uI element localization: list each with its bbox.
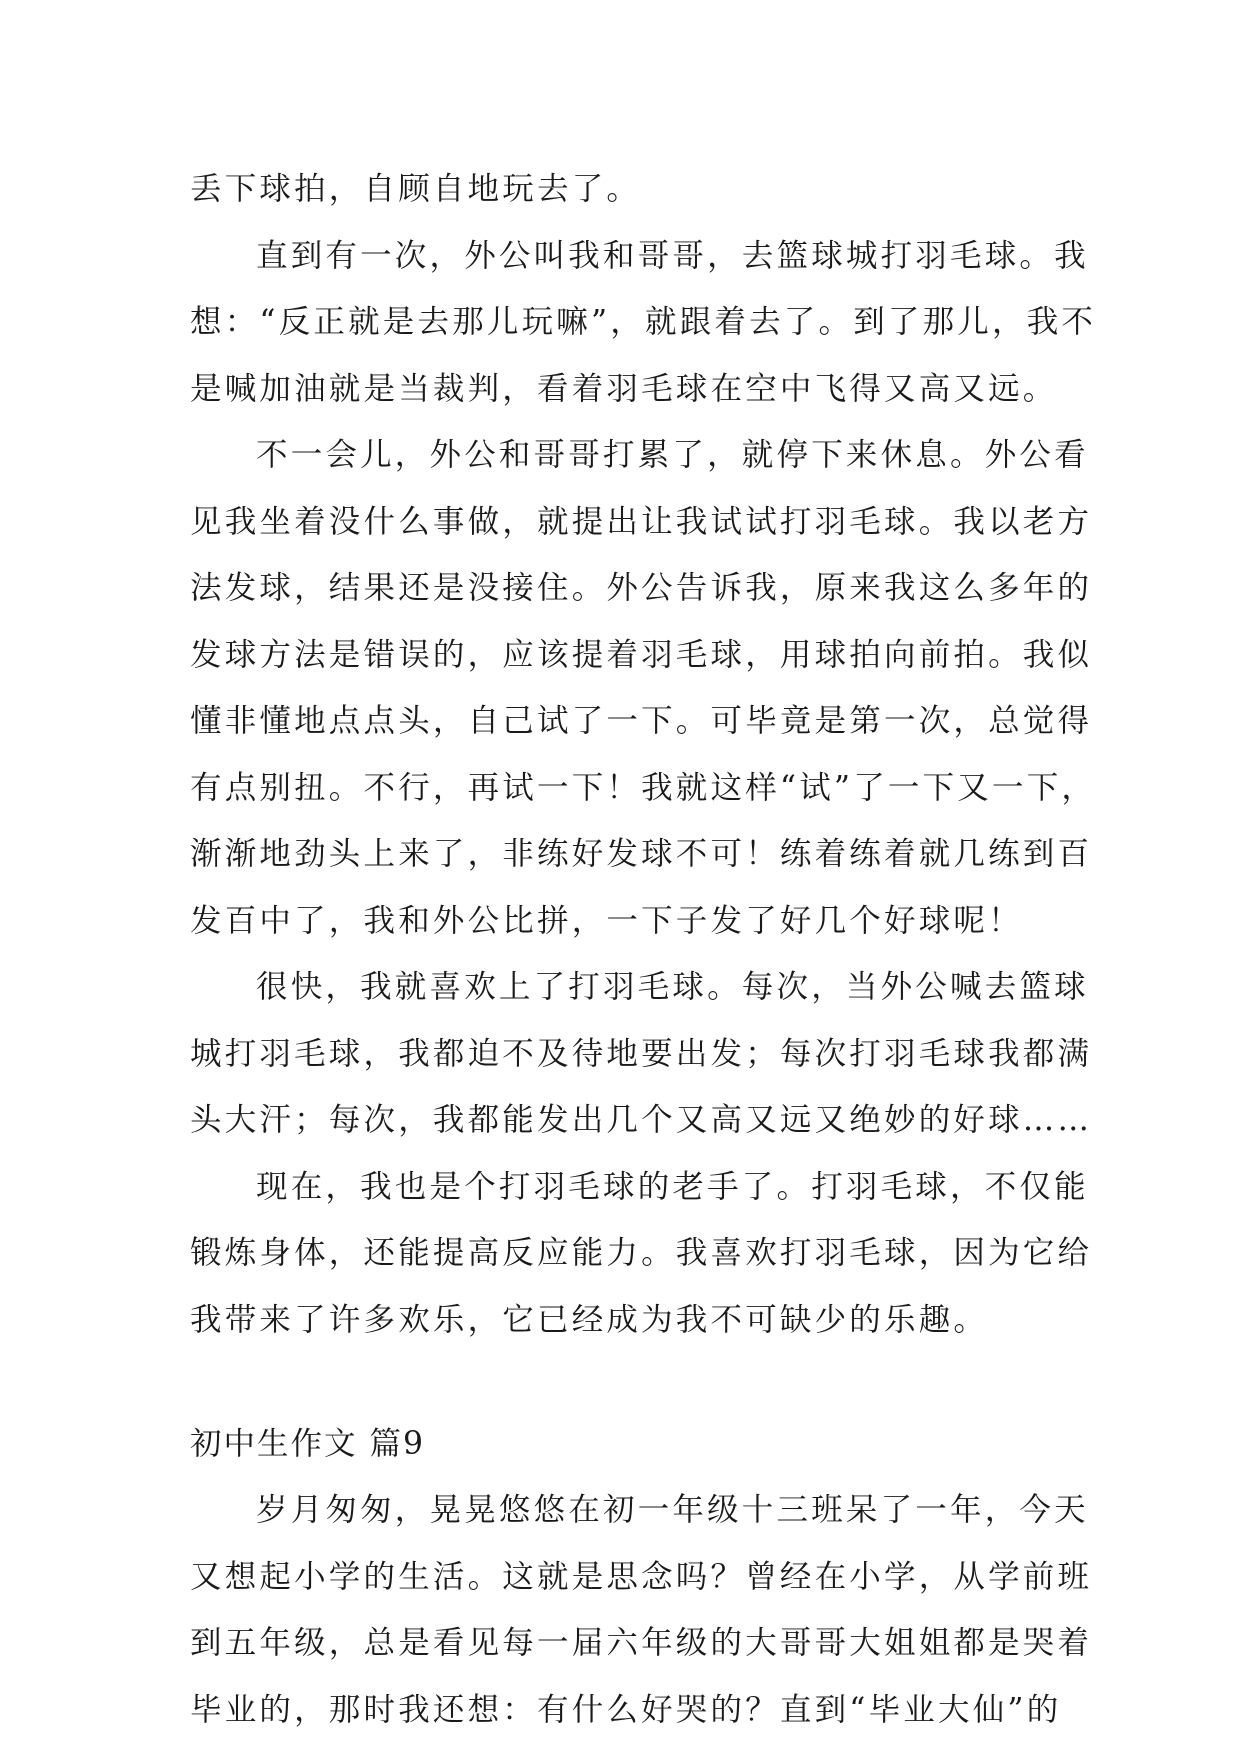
text-line: 见我坐着没什么事做，就提出让我试试打羽毛球。我以老方 <box>190 503 1093 540</box>
text-line: 想：“反正就是去那儿玩嘛”，就跟着去了。到了那儿，我不 <box>190 304 1097 340</box>
paragraph <box>190 422 1097 954</box>
section-title: 初中生作文 篇9 <box>190 1426 426 1462</box>
section-spacer <box>190 1353 1056 1411</box>
text-line: 到五年级，总是看见每一届六年级的大哥哥大姐姐都是哭着 <box>190 1625 1093 1661</box>
text-line: 直到有一次，外公叫我和哥哥，去篮球城打羽毛球。我 <box>256 237 1089 274</box>
text-line: 岁月匆匆，晃晃悠悠在初一年级十三班呆了一年，今天 <box>256 1492 1089 1528</box>
text-line: 头大汗；每次，我都能发出几个又高又远又绝妙的好球…… <box>190 1102 1093 1138</box>
text-line: 现在，我也是个打羽毛球的老手了。打羽毛球，不仅能 <box>256 1168 1089 1205</box>
text-line: 发百中了，我和外公比拼，一下子发了好几个好球呢！ <box>190 902 1023 939</box>
text-line: 发球方法是错误的，应该提着羽毛球，用球拍向前拍。我似 <box>190 636 1093 673</box>
paragraph-continuation <box>190 156 1056 223</box>
paragraph <box>190 1154 1093 1354</box>
text-line: 毕业的，那时我还想：有什么好哭的？直到“毕业大仙”的 <box>190 1691 1062 1728</box>
text-line: 渐渐地劲头上来了，非练好发球不可！练着练着就几练到百 <box>190 836 1093 872</box>
paragraph <box>190 954 1093 1154</box>
text-line: 不一会儿，外公和哥哥打累了，就停下来休息。外公看 <box>256 437 1089 473</box>
paragraph <box>190 223 1097 423</box>
text-line: 城打羽毛球，我都迫不及待地要出发；每次打羽毛球我都满 <box>190 1035 1093 1072</box>
text-line: 锻炼身体，还能提高反应能力。我喜欢打羽毛球，因为它给 <box>190 1235 1093 1271</box>
text-line: 丢下球拍，自顾自地玩去了。 <box>190 171 642 207</box>
text-line: 法发球，结果还是没接住。外公告诉我，原来我这么多年的 <box>190 570 1093 606</box>
text-line: 很快，我就喜欢上了打羽毛球。每次，当外公喊去篮球 <box>256 969 1089 1005</box>
text-line: 懂非懂地点点头，自己试了一下。可毕竟是第一次，总觉得 <box>190 703 1093 739</box>
essay-body <box>190 156 1097 1743</box>
text-line: 又想起小学的生活。这就是思念吗？曾经在小学，从学前班 <box>190 1558 1093 1595</box>
text-line: 我带来了许多欢乐，它已经成为我不可缺少的乐趣。 <box>190 1301 989 1338</box>
text-line: 有点别扭。不行，再试一下！我就这样“试”了一下又一下， <box>190 769 1097 806</box>
text-line: 是喊加油就是当裁判，看着羽毛球在空中飞得又高又远。 <box>190 370 1058 407</box>
paragraph <box>190 1477 1093 1743</box>
